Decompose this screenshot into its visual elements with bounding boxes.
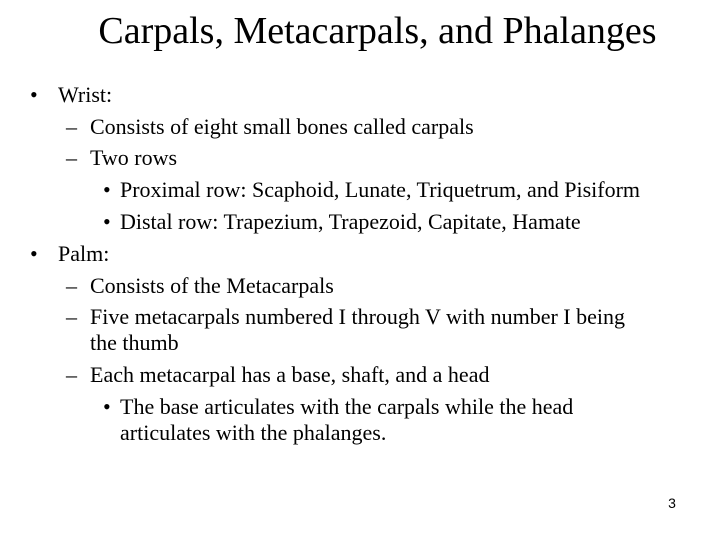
page-number: 3 — [668, 495, 676, 511]
detail-bullet-articulation-line2: articulates with the phalanges. — [120, 420, 387, 445]
sub-bullet-marker: – — [66, 145, 77, 170]
sub-bullet-marker: – — [66, 362, 77, 387]
sub-bullet-metacarpals: Consists of the Metacarpals — [90, 273, 334, 298]
sub-bullet-five-metacarpals-line1: Five metacarpals numbered I through V with number I being — [90, 304, 626, 329]
sub-bullet-marker: – — [66, 304, 77, 329]
row-bullet-marker: • — [103, 209, 111, 234]
bullet-palm: Palm: — [58, 241, 110, 266]
sub-bullet-eight-carpals: Consists of eight small bones called carpals — [90, 114, 474, 139]
row-bullet-distal: Distal row: Trapezium, Trapezoid, Capitate, Hamate — [120, 209, 581, 234]
detail-bullet-articulation-line1: The base articulates with the carpals while the head — [120, 394, 574, 419]
sub-bullet-marker: – — [66, 273, 77, 298]
bullet-wrist-marker: • — [30, 82, 38, 107]
bullet-palm-marker: • — [30, 241, 38, 266]
detail-bullet-marker: • — [103, 394, 111, 419]
row-bullet-proximal: Proximal row: Scaphoid, Lunate, Triquetrum, and Pisiform — [120, 177, 641, 202]
row-bullet-marker: • — [103, 177, 111, 202]
bullet-wrist: Wrist: — [58, 82, 113, 107]
sub-bullet-two-rows: Two rows — [90, 145, 178, 170]
sub-bullet-five-metacarpals-line2: the thumb — [90, 330, 179, 355]
slide-title: Carpals, Metacarpals, and Phalanges — [98, 10, 657, 52]
sub-bullet-marker: – — [66, 114, 77, 139]
sub-bullet-base-shaft-head: Each metacarpal has a base, shaft, and a head — [90, 362, 490, 387]
